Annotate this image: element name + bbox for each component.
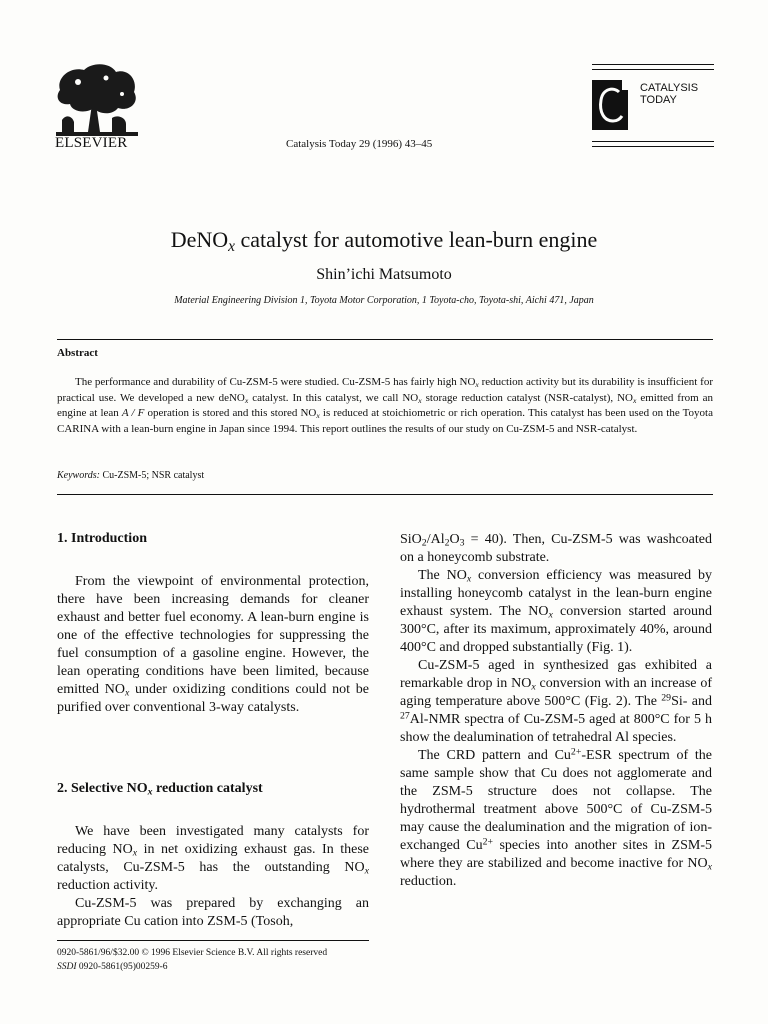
copyright-line: 0920-5861/96/$32.00 © 1996 Elsevier Science B.V. All rights reserved	[57, 948, 328, 958]
abstract-rule-bottom	[57, 494, 713, 495]
header-rule-top-2	[592, 69, 714, 70]
header-rule-bottom-2	[592, 146, 714, 147]
paragraph: Cu-ZSM-5 was prepared by exchanging an appropriate Cu cation into ZSM-5 (Tosoh,	[57, 896, 369, 929]
copyright-footer	[57, 946, 327, 974]
journal-name-line1: CATALYSIS	[640, 82, 699, 94]
title-subscript: x	[228, 237, 235, 255]
keywords-value: Cu-ZSM-5; NSR catalyst	[99, 470, 205, 481]
paragraph: The $NO_x$ conversion efficiency was measured by installing honeycomb catalyst in the lean-burn engine exhaust system. The $NO_x$ conversion started around 300°C, after its maximum, approximately 40%, around 400°C and dropped substantially (Fig. 1).	[400, 568, 712, 655]
abstract-paragraph: The performance and durability of Cu-ZSM-5 were studied. Cu-ZSM-5 has fairly high $NO_x$ reduction activity but its durability is insufficient for practical use. We developed a new deNO$_x$ catalyst. In this catalyst, we call $NO_x$ storage reduction catalyst (NSR-catalyst), $NO_x$ emitted from an engine at lean A / F operation is stored and this stored $NO_x$ is reduced at stoichiometric or rich operation. This catalyst has been used on the Toyota CARINA with a lean-burn engine in Japan since 1994. This report outlines the results of our study on Cu-ZSM-5 and NSR-catalyst.	[57, 376, 713, 435]
title-part: catalyst for automotive lean-burn engine	[235, 227, 598, 252]
abstract-text	[57, 375, 713, 437]
keywords-label: Keywords:	[57, 470, 100, 481]
paragraph: $SiO_2/Al_2O_3 = 40$). Then, Cu-ZSM-5 was washcoated on a honeycomb substrate.	[400, 532, 712, 565]
section-heading-introduction: 1. Introduction	[57, 531, 147, 546]
ssdi-line: SSDI 0920-5861(95)00259-6	[57, 962, 168, 972]
elsevier-tree-logo-icon	[52, 60, 142, 136]
header-rule-top	[592, 64, 714, 65]
journal-citation: Catalysis Today 29 (1996) 43–45	[286, 138, 433, 150]
author-name: Shin’ichi Matsumoto	[316, 266, 452, 283]
section-heading-selective-nox: 2. Selective $NO_x$ reduction catalyst	[57, 781, 263, 798]
title-part: DeNO	[170, 227, 229, 252]
section2-text	[57, 823, 369, 931]
paragraph: Cu-ZSM-5 aged in synthesized gas exhibited a remarkable drop in $NO_x$ conversion with an increase of aging temperature above 500°C (Fig. 2). The $^{29}$Si- and $^{27}$Al-NMR spectra of Cu-ZSM-5 aged at 800°C for 5 h show the dealumination of tetrahedral Al species.	[400, 658, 712, 745]
header-rule-bottom	[592, 141, 714, 142]
abstract-heading: Abstract	[57, 347, 98, 359]
journal-name	[640, 82, 698, 106]
paragraph: We have been investigated many catalysts for reducing $NO_x$ in net oxidizing exhaust gas. In these catalysts, Cu-ZSM-5 has the outstanding $NO_x$ reduction activity.	[57, 824, 370, 893]
paragraph: From the viewpoint of environmental protection, there have been increasing demands for cleaner exhaust and better fuel economy. A lean-burn engine is one of the effective technologies for suppressing the fuel consumption of a gasoline engine. However, the lean operating conditions have been limited, because emitted $NO_x$ under oxidizing conditions could not be purified over conventional 3-way catalysts.	[57, 574, 370, 715]
abstract-rule-top	[57, 339, 713, 340]
journal-name-line2: TODAY	[640, 94, 677, 106]
article-title	[0, 227, 768, 253]
keywords	[57, 470, 204, 481]
footer-rule	[57, 940, 369, 941]
right-column-text	[400, 531, 712, 891]
publisher-name: ELSEVIER	[55, 135, 128, 151]
catalysis-today-logo-icon	[592, 80, 628, 130]
introduction-text	[57, 573, 369, 717]
paragraph: The CRD pattern and $Cu^{2+}$-ESR spectrum of the same sample show that Cu does not agglomerate and the ZSM-5 structure does not collapse. The hydrothermal treatment above 500°C of Cu-ZSM-5 may cause the dealumination and the migration of ion-exchanged $Cu^{2+}$ species into another sites in ZSM-5 where they are stabilized and become inactive for $NO_x$ reduction.	[400, 746, 712, 889]
author-affiliation: Material Engineering Division 1, Toyota Motor Corporation, 1 Toyota-cho, Toyota-shi, Aichi 471, Japan	[174, 295, 594, 306]
